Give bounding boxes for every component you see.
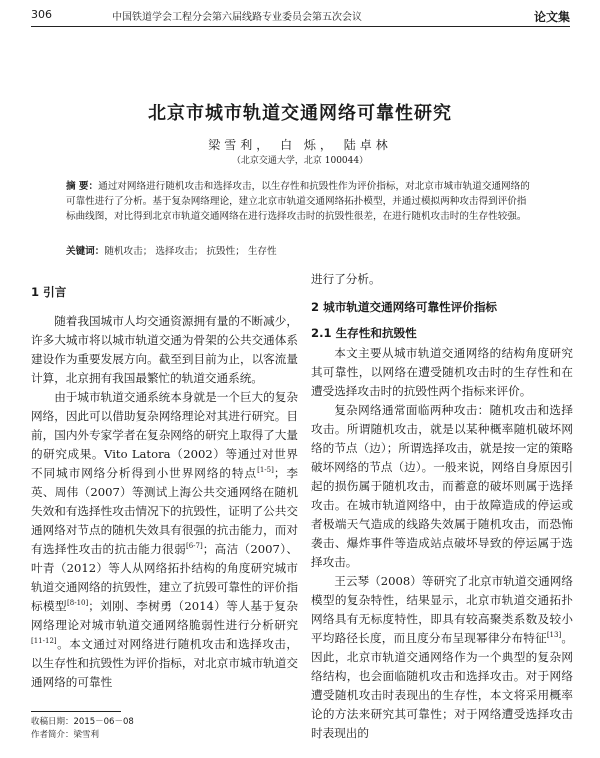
left-column: [31, 284, 298, 692]
intro-paragraph-1: 随着我国城市人均交通资源拥有量的不断减少，许多大城市将以城市轨道交通为骨架的公共交通体系建设作为重要发展方向。截至到目前为止，以客流量计算，北京拥有我国最繁忙的轨道交通系统。: [31, 314, 298, 385]
citation: [11-12]: [31, 637, 57, 646]
running-header-section: 论文集: [533, 10, 570, 24]
abstract-text: 通过对网络进行随机攻击和选择攻击，以生存性和抗毁性作为评价指标，对北京市城市轨道交通网络的可靠性进行了分析。基于复杂网络理论，建立北京市轨道交通网络拓扑模型，并通过模拟两种攻击得到评价指标曲线图，对比得到北京市轨道交通网络在进行选择攻击时的抗毁性很差，在进行随机攻击时的生存性较强。: [66, 181, 530, 223]
footnote-rule: [31, 711, 121, 712]
para5-part-a: 王云琴（2008）等研究了北京市轨道交通网络模型的复杂特性，结果显示，北京市轨道交通拓扑网络具有无标度特性，即具有较高聚类系数及较小平均路径长度，而且度分布呈现幂律分布特征: [311, 574, 573, 645]
paragraph-4: 复杂网络通常面临两种攻击：随机攻击和选择攻击。所谓随机攻击，就是以某种概率随机破坏网络的节点（边）；所谓选择攻击，就是按一定的策略破坏网络的节点（边）。一般来说，网络自身原因引起的损伤属于随机攻击，而蓄意的破坏则属于选择攻击。在城市轨道网络中，由于故障造成的停运或者极端天气造成的线路失效属于随机攻击，而恐怖袭击、爆炸事件等造成站点破坏导致的停运属于选择攻击。: [311, 403, 573, 569]
abstract: [66, 179, 534, 225]
page-number: 306: [31, 8, 52, 21]
para2-part-b: ；李英、周伟（2007）等测试上海公共交通网络在随机失效和有选择性攻击情况下的抗毁性，证明了公共交通网络对节点的随机失效具有很强的抗击能力，而对有选择性攻击的抗击能力很弱: [31, 466, 298, 556]
right-column: [311, 270, 573, 743]
keywords-text: 随机攻击； 选择攻击； 抗毁性； 生存性: [104, 246, 277, 257]
paragraph-3: 本文主要从城市轨道交通网络的结构角度研究其可靠性，以网络在遭受随机攻击时的生存性和在遭受选择攻击时的抗毁性两个指标来评价。: [311, 346, 573, 398]
abstract-label: 摘 要：: [66, 181, 99, 192]
para2-part-e: 。本文通过对网络进行随机攻击和选择攻击，以生存性和抗毁性为评价指标，对北京市城市轨道交通网络的可靠性: [31, 637, 298, 689]
section-2-1-heading: 2.1 生存性和抗毁性: [311, 326, 417, 340]
citation: [1-5]: [257, 466, 274, 475]
footnote-received: 收稿日期：2015－06－08: [31, 717, 134, 727]
keywords-label: 关键词：: [66, 246, 105, 257]
citation: [8-10]: [67, 599, 89, 608]
keywords: [66, 244, 534, 259]
running-header-conference: 中国铁道学会工程分会第六届线路专业委员会第五次会议: [112, 12, 362, 23]
intro-paragraph-2: [31, 388, 298, 692]
paper-affiliation: （北京交通大学，北京 100044）: [231, 156, 369, 166]
para5-part-b: 。因此，北京市轨道交通网络作为一个典型的复杂网络结构，也会面临随机攻击和选择攻击。对于网络遭受随机攻击时表现出的生存性，本文将采用概率论的方法来研究其可靠性；对于网络遭受选择攻击时表现出的: [311, 631, 573, 740]
footnote-author: 作者简介：梁雪利: [31, 730, 100, 740]
section-2-heading: 2 城市轨道交通网络可靠性评价指标: [311, 300, 498, 314]
para2-part-d: ；刘刚、李树勇（2014）等人基于复杂网络理论对城市轨道交通网络脆弱性进行分析研究: [31, 599, 298, 632]
para2-part-c: ；高洁（2007）、叶青（2012）等人从网络拓扑结构的角度研究城市轨道交通网络的抗毁性，建立了抗毁可靠性的评价指标模型: [31, 542, 298, 613]
paragraph-5: [311, 572, 573, 743]
paper-authors: 梁雪利， 白 烁， 陆卓林: [208, 138, 392, 152]
citation: [13]: [546, 631, 562, 640]
continued-text: 进行了分析。: [311, 272, 381, 286]
para2-part-a: 由于城市轨道交通系统本身就是一个巨大的复杂网络，因此可以借助复杂网络理论对其进行研究。目前，国内外专家学者在复杂网络的研究上取得了大量的研究成果。Vito Latora（2002）等通过对世界不同城市网络分析得到小世界网络的特点: [31, 390, 298, 480]
paper-title: 北京市城市轨道交通网络可靠性研究: [148, 103, 452, 124]
section-1-heading: 1 引言: [31, 285, 67, 299]
header-rule: [31, 26, 570, 27]
citation: [6-7]: [186, 542, 203, 551]
